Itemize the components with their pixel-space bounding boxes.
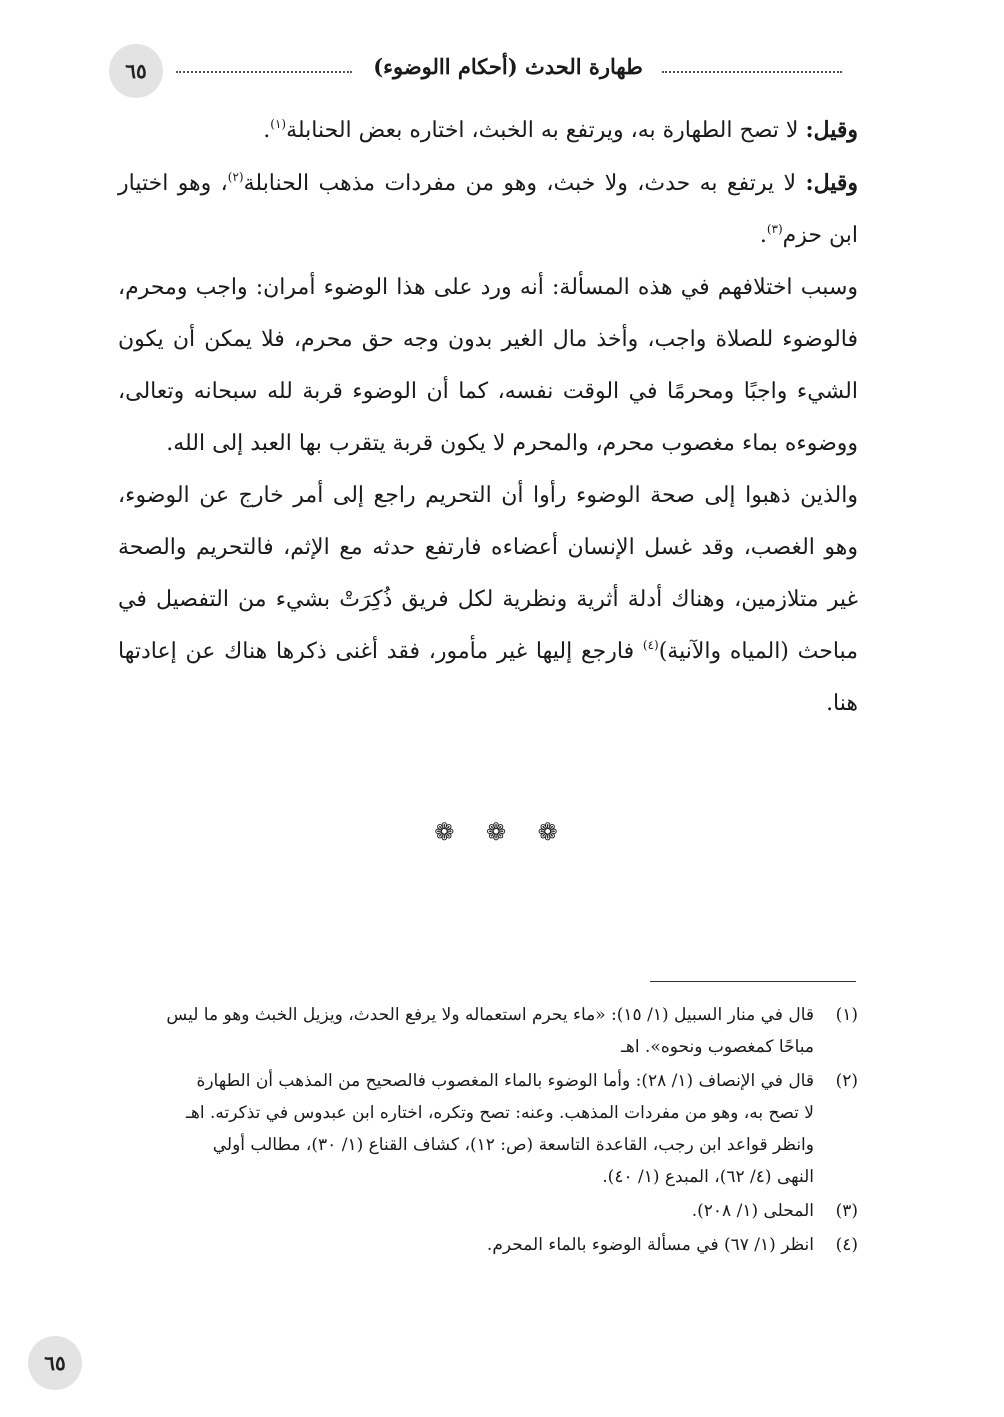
header-dotted-rule-left	[176, 71, 352, 73]
footnote-ref-3[interactable]: (٣)	[766, 222, 783, 236]
footnote-rule	[650, 981, 856, 982]
header-page-number: ٦٥	[109, 44, 163, 98]
paragraph-3: وسبب اختلافهم في هذه المسألة: أنه ورد على هذا الوضوء أمران: واجب ومحرم، فالوضوء للصلاة واجب، وأخذ مال الغير بدون وجه حق محرم، فلا يمكن أن يكون الشيء واجبًا ومحرمًا في الوقت نفسه، كما أن الوضوء قربة لله سبحانه وتعالى، ووضوءه بماء مغصوب محرم، والمحرم لا يكون قربة يتقرب بها العبد إلى الله.	[118, 275, 858, 456]
footnote-line: انظر (١/ ٦٧) في مسألة الوضوء بالماء المحرم.	[486, 1235, 814, 1255]
paragraph-4	[118, 470, 858, 730]
paragraph-2-lead: وقيل:	[805, 170, 859, 196]
footnote-4-text	[118, 1229, 814, 1261]
footnote-line: وانظر قواعد ابن رجب، القاعدة التاسعة (ص: ١٢)، كشاف القناع (١/ ٣٠)، مطالب أولي	[212, 1135, 814, 1155]
section-separator-ornament: ❁ ❁ ❁	[434, 818, 570, 846]
footnote-3	[118, 1195, 858, 1227]
footnote-3-text	[118, 1195, 814, 1227]
footnote-2-text	[118, 1065, 814, 1193]
paragraph-4-text: والذين ذهبوا إلى صحة الوضوء رأوا أن التحريم راجع إلى أمر خارج عن الوضوء، وهو الغصب، وقد غسل الإنسان أعضاءه فارتفع حدثه مع الإثم، فالتحريم والصحة غير متلازمين، وهناك أدلة أثرية ونظرية لكل فريق ذُكِرَتْ بشيء من التفصيل في مباحث (المياه والآنية)	[118, 483, 858, 664]
footnote-ref-2[interactable]: (٢)	[227, 170, 244, 184]
footnote-4-number: (٤)	[835, 1235, 858, 1255]
footnote-line: قال في منار السبيل (١/ ١٥): «ماء يحرم استعماله ولا يرفع الحدث، ويزيل الخبث وهو ما ليس	[166, 1005, 814, 1025]
footnote-3-number: (٣)	[835, 1201, 858, 1221]
footnote-1	[118, 999, 858, 1063]
footnote-line: النهى (٤/ ٦٢)، المبدع (١/ ٤٠).	[602, 1167, 814, 1187]
footnote-ref-1[interactable]: (١)	[270, 117, 287, 131]
paragraph-2	[118, 157, 858, 262]
footnote-line: مباحًا كمغصوب ونحوه». اهـ	[620, 1037, 814, 1057]
paragraph-4-tail: فارجع إليها غير مأمور، فقد أغنى ذكرها هناك عن إعادتها هنا.	[118, 639, 858, 716]
footnote-line: قال في الإنصاف (١/ ٢٨): وأما الوضوء بالماء المغصوب فالصحيح من المذهب أن الطهارة	[196, 1071, 814, 1091]
footnote-2-number: (٢)	[835, 1071, 858, 1091]
paragraph-1-text: لا تصح الطهارة به، ويرتفع به الخبث، اختاره بعض الحنابلة	[286, 118, 806, 143]
paragraph-1	[118, 104, 858, 157]
paragraph-2-tail-2: .	[759, 223, 767, 248]
paragraph-1-tail: .	[263, 118, 271, 143]
footnote-1-text	[118, 999, 814, 1063]
footnote-4	[118, 1229, 858, 1261]
footnote-line: لا تصح به، وهو من مفردات المذهب. وعنه: تصح وتكره، اختاره ابن عبدوس في تذكرته. اهـ	[185, 1103, 814, 1123]
footnote-ref-4[interactable]: (٤)	[642, 638, 659, 652]
paragraph-2-tail: ، وهو اختيار ابن حزم	[118, 171, 858, 248]
paragraph-2-text: لا يرتفع به حدث، ولا خبث، وهو من مفردات مذهب الحنابلة	[243, 171, 806, 196]
footnotes	[118, 999, 858, 1263]
main-text	[118, 104, 858, 730]
running-header-title: طهارة الحدث (أحكام االوضوء)	[373, 54, 643, 79]
footnote-1-number: (١)	[835, 1005, 858, 1025]
footnote-2	[118, 1065, 858, 1193]
header-dotted-rule-right	[662, 71, 842, 73]
footnote-line: المحلى (١/ ٢٠٨).	[691, 1201, 814, 1221]
paragraph-1-lead: وقيل:	[805, 117, 858, 143]
footer-page-number: ٦٥	[28, 1336, 82, 1390]
